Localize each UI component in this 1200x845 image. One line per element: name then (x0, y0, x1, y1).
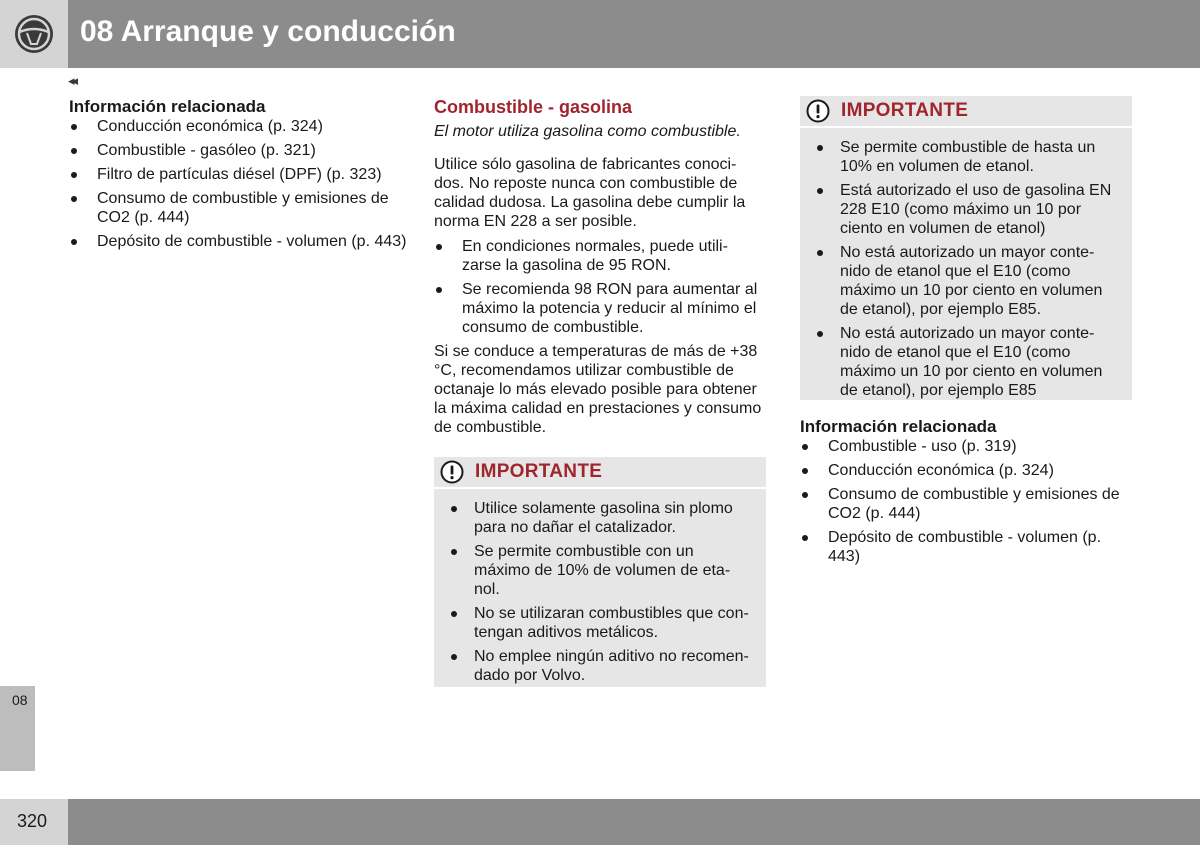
warning-icon (440, 460, 464, 484)
list-item: Se permite combustible con un máximo de 10% de volumen de eta-nol. (446, 542, 754, 599)
right-related-info (800, 417, 1132, 571)
important-title: IMPORTANTE (475, 461, 603, 482)
back-arrows-icon[interactable]: ◂◂ (68, 73, 76, 88)
list-item: No está autorizado un mayor conte-nido de etanol que el E10 (como máximo un 10 por ciento en volumen de etanol), por ejemplo E85. (812, 243, 1120, 319)
related-info-list (800, 437, 1132, 566)
important-box (800, 96, 1132, 400)
related-link[interactable]: Conducción económica (p. 324) (69, 117, 409, 136)
list-item: No está autorizado un mayor conte-nido de etanol que el E10 (como máximo un 10 por ciento en volumen de etanol), por ejemplo E85 (812, 324, 1120, 400)
list-item: Está autorizado el uso de gasolina EN 228 E10 (como máximo un 10 por ciento en volumen de etanol) (812, 181, 1120, 238)
related-link[interactable]: Combustible - gasóleo (p. 321) (69, 141, 409, 160)
octane-list (434, 237, 766, 337)
related-link[interactable]: Depósito de combustible - volumen (p. 443) (69, 232, 409, 251)
chapter-side-tab-label: 08 (12, 692, 28, 708)
chapter-title: 08 Arranque y conducción (80, 15, 456, 48)
middle-column (434, 96, 766, 443)
list-item: No se utilizaran combustibles que con-tengan aditivos metálicos. (446, 604, 754, 642)
important-box (434, 457, 766, 687)
related-link[interactable]: Consumo de combustible y emisiones de CO2 (p. 444) (69, 189, 409, 227)
section-subtitle: El motor utiliza gasolina como combustible. (434, 123, 741, 140)
related-link[interactable]: Filtro de partículas diésel (DPF) (p. 323) (69, 165, 409, 184)
list-item: Se recomienda 98 RON para aumentar al máximo la potencia y reducir al mínimo el consumo de combustible. (434, 280, 766, 337)
list-item: Utilice solamente gasolina sin plomo para no dañar el catalizador. (446, 499, 754, 537)
related-info-heading: Información relacionada (69, 97, 266, 116)
paragraph: Utilice sólo gasolina de fabricantes conoci-dos. No reposte nunca con combustible de calidad dudosa. La gasolina debe cumplir la norma EN 228 a ser posible. (434, 156, 746, 230)
header-icon-box (0, 0, 68, 68)
related-info-heading: Información relacionada (800, 417, 997, 436)
related-link[interactable]: Depósito de combustible - volumen (p. 443) (800, 528, 1132, 566)
page-number: 320 (17, 811, 48, 831)
left-column (69, 97, 409, 256)
important-header (434, 457, 766, 489)
important-list (434, 489, 766, 685)
related-info-list (69, 117, 409, 251)
footer-bar (0, 799, 1200, 845)
list-item: Se permite combustible de hasta un 10% en volumen de etanol. (812, 138, 1120, 176)
important-title: IMPORTANTE (841, 100, 969, 121)
section-title: Combustible - gasolina (434, 97, 633, 117)
paragraph: Si se conduce a temperaturas de más de +38 °C, recomendamos utilizar combustible de octanaje lo más elevado posible para obtener la máxima calidad en prestaciones y consumo de combustible. (434, 343, 762, 436)
list-item: No emplee ningún aditivo no recomen-dado por Volvo. (446, 647, 754, 685)
related-link[interactable]: Combustible - uso (p. 319) (800, 437, 1132, 456)
related-link[interactable]: Consumo de combustible y emisiones de CO2 (p. 444) (800, 485, 1132, 523)
warning-icon (806, 99, 830, 123)
important-header (800, 96, 1132, 128)
list-item: En condiciones normales, puede utili-zarse la gasolina de 95 RON. (434, 237, 766, 275)
important-list (800, 128, 1132, 400)
related-link[interactable]: Conducción económica (p. 324) (800, 461, 1132, 480)
steering-wheel-icon (14, 14, 54, 54)
